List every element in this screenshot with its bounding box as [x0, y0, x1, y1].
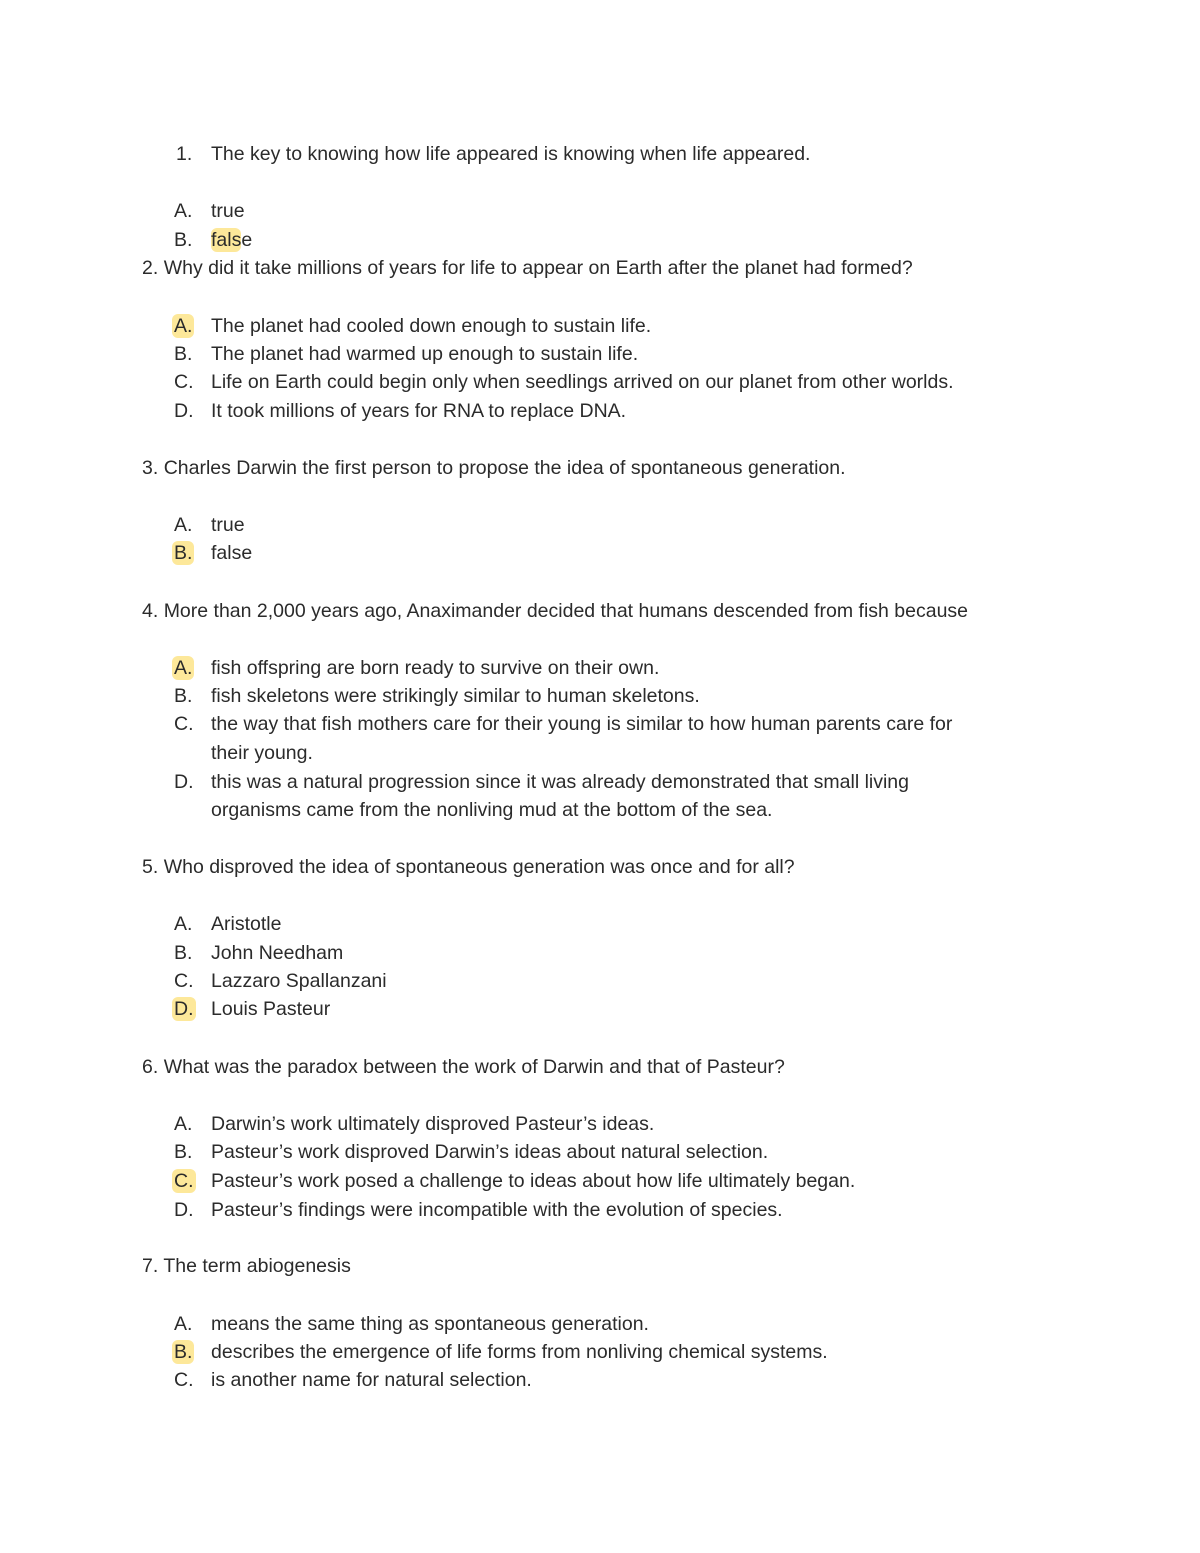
question-text: More than 2,000 years ago, Anaximander decided that humans descended from fish because [163, 600, 969, 622]
question-3 [142, 456, 846, 480]
option-text: John Needham [211, 942, 344, 964]
question-text: Why did it take millions of years for life to appear on Earth after the planet had formed? [163, 257, 913, 279]
option-5c [174, 969, 387, 993]
question-text: The key to knowing how life appeared is knowing when life appeared. [211, 143, 811, 165]
option-6c [174, 1169, 855, 1193]
option-letter: C. [174, 371, 194, 393]
option-letter: A. [174, 1313, 193, 1335]
option-6a [174, 1112, 654, 1136]
option-text: describes the emergence of life forms from nonliving chemical systems. [211, 1341, 828, 1363]
option-2d [174, 399, 626, 423]
question-text: Charles Darwin the first person to propose the idea of spontaneous generation. [163, 457, 846, 479]
option-text: Pasteur’s work disproved Darwin’s ideas about natural selection. [211, 1141, 769, 1163]
option-letter: B. [174, 942, 193, 964]
option-letter: B. [174, 343, 193, 365]
option-4c [174, 712, 952, 736]
question-5 [142, 855, 795, 879]
option-text: Louis Pasteur [211, 998, 331, 1020]
option-2b [174, 342, 638, 366]
option-letter: B. [174, 229, 193, 251]
question-7 [142, 1254, 351, 1278]
option-letter: B. [174, 685, 193, 707]
option-text-continued: their young. [211, 742, 313, 764]
question-text: The term abiogenesis [163, 1255, 351, 1277]
option-text: false [211, 542, 253, 564]
answer-highlight: A. [174, 315, 193, 337]
question-2 [142, 256, 913, 280]
option-letter-wrap [174, 314, 211, 338]
option-text: Pasteur’s work posed a challenge to ideas about how life ultimately began. [211, 1170, 856, 1192]
option-text: Life on Earth could begin only when seedlings arrived on our planet from other worlds. [211, 371, 954, 393]
option-4d-continued [211, 798, 772, 822]
question-number: 6. [142, 1056, 159, 1078]
option-text: The planet had cooled down enough to sustain life. [211, 315, 652, 337]
option-text: is another name for natural selection. [211, 1369, 532, 1391]
option-text: Pasteur’s findings were incompatible with the evolution of species. [211, 1199, 783, 1221]
option-5b [174, 941, 343, 965]
option-2a [174, 314, 651, 338]
option-letter: B. [174, 1141, 193, 1163]
option-1a [174, 199, 245, 223]
option-6b [174, 1140, 768, 1164]
option-text: It took millions of years for RNA to replace DNA. [211, 400, 627, 422]
option-letter-wrap [174, 997, 211, 1021]
option-text: Lazzaro Spallanzani [211, 970, 387, 992]
option-text: fish offspring are born ready to survive on their own. [211, 657, 660, 679]
answer-highlight: D. [174, 998, 194, 1020]
option-letter-wrap [174, 1169, 211, 1193]
option-4d [174, 770, 909, 794]
option-letter-wrap [174, 1340, 211, 1364]
question-number: 5. [142, 856, 159, 878]
option-text-continued: organisms came from the nonliving mud at the bottom of the sea. [211, 799, 773, 821]
option-7a [174, 1312, 649, 1336]
option-letter: A. [174, 913, 193, 935]
option-letter: A. [174, 1113, 193, 1135]
option-letter-wrap [174, 541, 211, 565]
option-4a [174, 656, 659, 680]
option-1b [174, 228, 252, 252]
option-4c-continued [211, 741, 313, 765]
question-number: 3. [142, 457, 159, 479]
question-number: 1. [176, 143, 193, 165]
question-1 [176, 142, 810, 166]
option-7b [174, 1340, 828, 1364]
option-text: the way that fish mothers care for their young is similar to how human parents care for [211, 713, 953, 735]
option-text: Darwin’s work ultimately disproved Pasteur’s ideas. [211, 1113, 655, 1135]
question-text: Who disproved the idea of spontaneous generation was once and for all? [163, 856, 795, 878]
option-7c [174, 1368, 532, 1392]
question-text: What was the paradox between the work of Darwin and that of Pasteur? [163, 1056, 785, 1078]
question-number: 7. [142, 1255, 159, 1277]
option-2c [174, 370, 954, 394]
option-6d [174, 1198, 783, 1222]
option-letter: D. [174, 771, 194, 793]
option-letter: D. [174, 400, 194, 422]
option-letter: D. [174, 1199, 194, 1221]
answer-highlight: B. [174, 1341, 193, 1363]
option-letter: A. [174, 514, 193, 536]
option-text: The planet had warmed up enough to sustain life. [211, 343, 639, 365]
option-text-rest: e [241, 229, 253, 251]
option-letter-wrap [174, 656, 211, 680]
option-3b [174, 541, 252, 565]
question-4 [142, 599, 968, 623]
question-6 [142, 1055, 785, 1079]
option-text: true [211, 514, 245, 536]
answer-highlight: fals [211, 229, 242, 251]
option-letter: C. [174, 713, 194, 735]
option-3a [174, 513, 245, 537]
option-letter: C. [174, 1369, 194, 1391]
question-number: 2. [142, 257, 159, 279]
option-text: means the same thing as spontaneous generation. [211, 1313, 649, 1335]
option-text: fish skeletons were strikingly similar to human skeletons. [211, 685, 700, 707]
option-text: true [211, 200, 245, 222]
option-letter: A. [174, 200, 193, 222]
option-5a [174, 912, 281, 936]
option-text: Aristotle [211, 913, 282, 935]
answer-highlight: C. [174, 1170, 194, 1192]
question-number: 4. [142, 600, 159, 622]
answer-highlight: A. [174, 657, 193, 679]
option-4b [174, 684, 700, 708]
option-letter: C. [174, 970, 194, 992]
answer-highlight: B. [174, 542, 193, 564]
option-5d [174, 997, 330, 1021]
option-text: this was a natural progression since it was already demonstrated that small living [211, 771, 910, 793]
